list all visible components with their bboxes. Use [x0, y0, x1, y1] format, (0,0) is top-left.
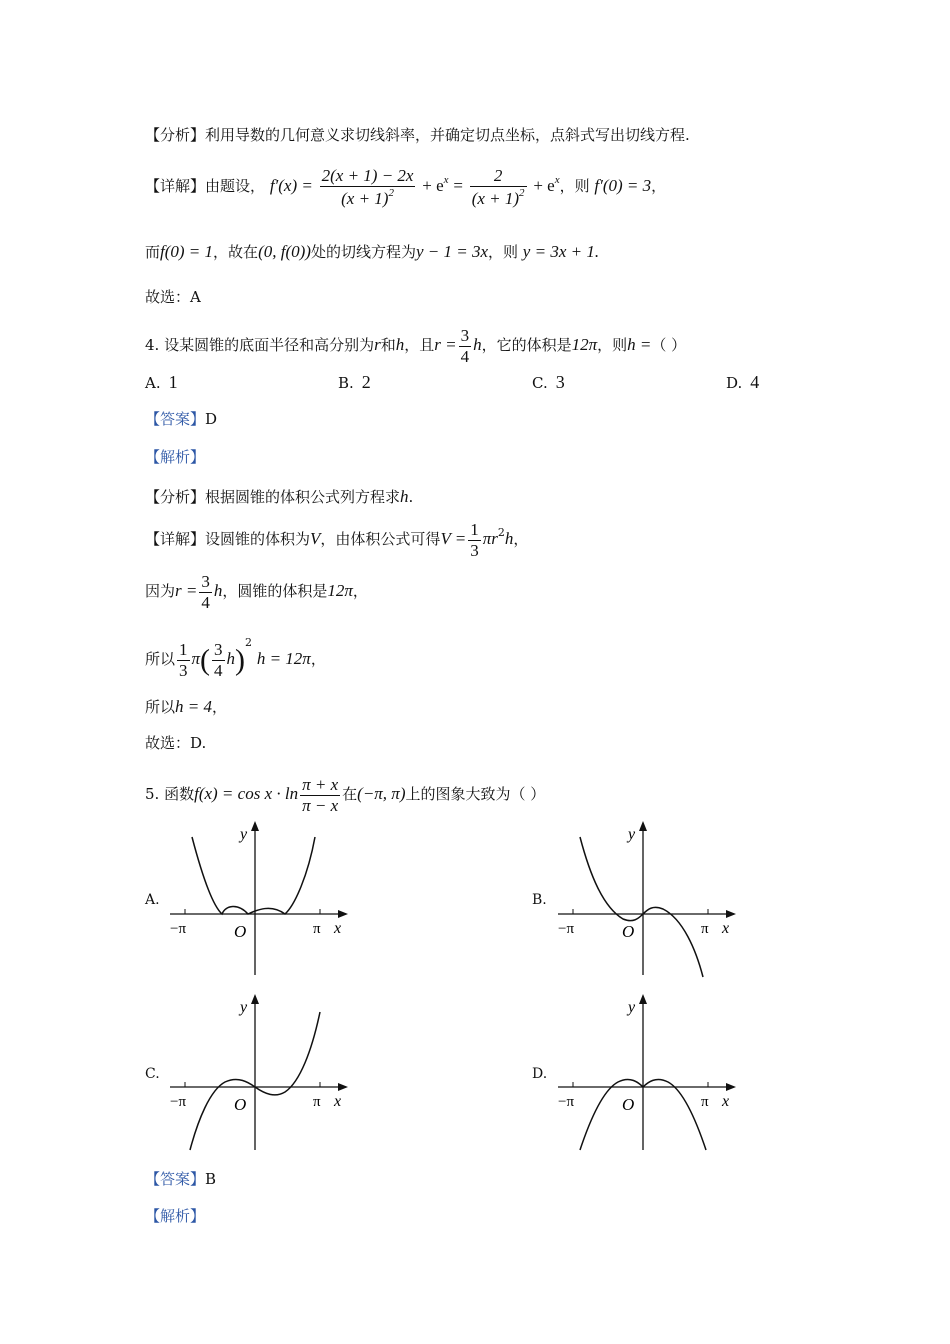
q4-explain-tag: 【解析】 [145, 448, 206, 466]
detail-lead: 由题设， [205, 177, 266, 196]
h-after-frac: h [473, 335, 482, 355]
graph-b-x-label: x [722, 920, 730, 937]
graph-b-pi: π [701, 921, 709, 937]
q5-answer-tag: 【答案】 [145, 1170, 206, 1188]
tangent-expr: y − 1 = 3x [415, 242, 488, 261]
three-quarters [459, 326, 472, 366]
h-val: h = 4 [175, 697, 212, 716]
q4-choose: 故选：D. [145, 734, 207, 752]
option-b-letter: B. [338, 374, 354, 392]
answer-value: D [205, 410, 218, 428]
q4-because [145, 572, 368, 612]
graph-d-neg-pi: −π [558, 1094, 575, 1110]
q4-so2 [145, 696, 227, 718]
graph-d-x-label: x [722, 1093, 730, 1110]
graph-a-y-label: y [240, 826, 248, 843]
q3-choose: 故选：A [145, 288, 201, 306]
q4-detail-b: ，由体积公式可得 [320, 530, 441, 549]
graph-b-y-arrow [639, 821, 647, 831]
den2-text: (x + 1) [471, 188, 520, 208]
q4-answer [145, 410, 217, 430]
graph-c-origin: O [234, 1095, 247, 1114]
q3-tangent [145, 241, 599, 263]
q3-detail [145, 166, 666, 208]
graph-d-y-arrow [639, 994, 647, 1004]
graph-c-x-label: x [334, 1093, 342, 1110]
q5-explain-tag: 【解析】 [145, 1207, 206, 1225]
option-a-letter: A. [145, 374, 161, 392]
tq-den: 4 [460, 346, 470, 366]
q4-analysis-end: . [408, 488, 414, 506]
graph-b-letter[interactable]: B. [532, 892, 547, 908]
q4-stem [145, 326, 686, 366]
graph-d-origin: O [622, 1095, 635, 1114]
so1-pi: π [191, 649, 201, 668]
then-text: ，则 [559, 177, 590, 196]
fraction-1-num: 2(x + 1) − 2x [321, 166, 414, 185]
so1-text: 所以 [145, 650, 176, 668]
plus-e-text-1: + e [422, 176, 444, 196]
q4-so1 [145, 636, 326, 680]
graph-a-letter[interactable]: A. [145, 892, 160, 908]
fraction-1 [320, 166, 416, 208]
q5-stem-a: 5. 函数 [145, 785, 195, 804]
fraction-2-num: 2 [470, 166, 527, 187]
tq-num: 3 [460, 326, 470, 345]
graph-a-x-arrow [338, 910, 348, 918]
so1-h: h [226, 649, 236, 668]
var-V: V [310, 529, 321, 549]
option-c[interactable] [532, 372, 565, 393]
analysis-text: 利用导数的几何意义求切线斜率，并确定切点坐标，点斜式写出切线方程. [205, 126, 690, 144]
fprime-expr: f′(x) = [269, 176, 313, 196]
var-h: h [395, 335, 405, 355]
graph-b[interactable] [548, 815, 748, 980]
graph-d-y-label: y [628, 999, 636, 1016]
so1-comma: ， [310, 650, 326, 668]
option-b[interactable] [338, 372, 371, 393]
because-mid: ，圆锥的体积是 [222, 582, 328, 601]
graph-c-letter[interactable]: C. [145, 1066, 160, 1082]
pi-r: πr [482, 529, 498, 549]
line3-then: ，则 [488, 243, 519, 261]
so1-one: 1 [179, 639, 188, 659]
because-r-eq: r = [175, 581, 198, 601]
q4-detail-comma: ， [513, 530, 529, 549]
right-paren: ) [235, 643, 246, 677]
var-r: r [374, 335, 381, 355]
graph-b-origin: O [622, 922, 635, 941]
because-h: h [213, 581, 223, 601]
q5-fx: f(x) = cos x · ln [194, 784, 299, 804]
ot-num: 1 [470, 520, 479, 539]
q4-stem-a: 4. 设某圆锥的底面半径和高分别为 [145, 336, 375, 355]
graph-c-y-label: y [240, 999, 248, 1016]
graph-a-pi: π [313, 921, 321, 937]
because-vol: 12π [327, 581, 353, 601]
q5-den: π − x [302, 795, 339, 815]
q5-num: π + x [302, 775, 339, 794]
graph-a[interactable] [160, 815, 360, 980]
den1-text: (x + 1) [341, 188, 389, 208]
fprime0: f′(0) = 3 [594, 176, 652, 196]
h-eq: h = [627, 335, 652, 355]
q4-analysis-tag: 【分析】 [145, 488, 206, 506]
plus-e-1 [422, 176, 448, 195]
graph-b-neg-pi: −π [558, 921, 575, 937]
answer-eq: y = 3x + 1. [522, 242, 600, 261]
q5-stem-c: 上的图象大致为（ ） [405, 785, 546, 804]
graph-d-letter[interactable]: D. [532, 1066, 548, 1082]
because-frac [199, 572, 212, 612]
graph-b-x-arrow [726, 910, 736, 918]
because-text: 因为 [145, 582, 176, 601]
f0-expr: f(0) = 1 [160, 242, 214, 261]
q4-analysis [145, 486, 413, 508]
so1-den: 4 [214, 660, 223, 680]
q3-comma: ， [651, 177, 667, 196]
q4-stem-c: ，它的体积是 [481, 336, 572, 355]
q5-answer-value: B [205, 1170, 217, 1188]
one-third [468, 520, 481, 560]
graph-d[interactable] [548, 990, 748, 1155]
graph-a-y-arrow [251, 821, 259, 831]
option-b-value: 2 [361, 372, 371, 392]
left-paren: ( [200, 643, 211, 677]
option-a[interactable] [145, 372, 178, 393]
point-expr: (0, f(0)) [258, 242, 311, 261]
volume: 12π [571, 335, 598, 355]
graph-a-curve [192, 837, 315, 914]
q5-stem [145, 775, 545, 815]
answer-tag: 【答案】 [145, 410, 206, 428]
fraction-1-den [320, 187, 416, 209]
graph-b-curve [580, 837, 703, 977]
so1-sq: 2 [245, 636, 253, 649]
option-d-value: 4 [750, 372, 760, 392]
q4-stem-d: ，则 [597, 336, 628, 355]
r-eq: r = [434, 335, 457, 355]
fraction-2 [470, 166, 527, 208]
q5-answer [145, 1170, 216, 1190]
so1-tail: h = 12π [256, 649, 311, 668]
option-d[interactable] [726, 372, 759, 393]
bf-den: 4 [201, 592, 210, 612]
plus-e-text-2: + e [533, 176, 555, 196]
q4-stem-b: ，且 [404, 336, 435, 355]
q4-analysis-var: h [400, 487, 409, 506]
eq-sign: = [453, 176, 463, 196]
den2-sq: 2 [519, 186, 525, 199]
q4-detail [145, 520, 528, 560]
q4-detail-a: 设圆锥的体积为 [205, 530, 311, 549]
line3-mid: ，故在 [213, 243, 259, 261]
graph-c-neg-pi: −π [170, 1094, 187, 1110]
graph-d-pi: π [701, 1094, 709, 1110]
graph-c-x-arrow [338, 1083, 348, 1091]
option-a-value: 1 [168, 372, 178, 392]
graph-a-neg-pi: −π [170, 921, 187, 937]
q3-analysis [145, 126, 690, 146]
V-eq: V = [440, 529, 467, 549]
so2-text: 所以 [145, 698, 176, 716]
graph-c-y-arrow [251, 994, 259, 1004]
q4-and: 和 [380, 336, 396, 355]
q4-paren: （ ） [651, 336, 687, 355]
so1-three: 3 [179, 660, 188, 680]
exp-x-1: x [443, 174, 449, 187]
ot-den: 3 [470, 540, 479, 560]
q5-interval: (−π, π) [357, 784, 406, 804]
graph-a-origin: O [234, 922, 247, 941]
q5-stem-b: 在 [342, 785, 358, 804]
bf-num: 3 [201, 572, 210, 591]
q5-frac [300, 775, 340, 815]
r-sq: 2 [497, 526, 505, 540]
den1-sq: 2 [388, 186, 394, 199]
line3-lead: 而 [145, 243, 161, 261]
option-c-value: 3 [555, 372, 565, 392]
plus-e-2 [533, 176, 559, 195]
fraction-2-den [470, 187, 527, 209]
so1-num: 3 [214, 639, 223, 659]
graph-d-x-arrow [726, 1083, 736, 1091]
graph-b-y-label: y [628, 826, 636, 843]
so1-frac [212, 640, 225, 680]
option-d-letter: D. [726, 374, 743, 392]
analysis-tag: 【分析】 [145, 126, 206, 144]
h-end: h [504, 529, 514, 549]
so1-third [177, 640, 190, 680]
exp-x-2: x [554, 174, 560, 187]
graph-c[interactable] [160, 990, 360, 1155]
graph-c-pi: π [313, 1094, 321, 1110]
so2-comma: ， [212, 698, 228, 716]
q4-detail-tag: 【详解】 [145, 530, 206, 549]
line3-mid2: 处的切线方程为 [310, 243, 416, 261]
graph-a-x-label: x [334, 920, 342, 937]
q4-analysis-text: 根据圆锥的体积公式列方程求 [205, 488, 401, 506]
because-comma: ， [352, 582, 368, 601]
option-c-letter: C. [532, 374, 548, 392]
detail-tag: 【详解】 [145, 177, 206, 196]
